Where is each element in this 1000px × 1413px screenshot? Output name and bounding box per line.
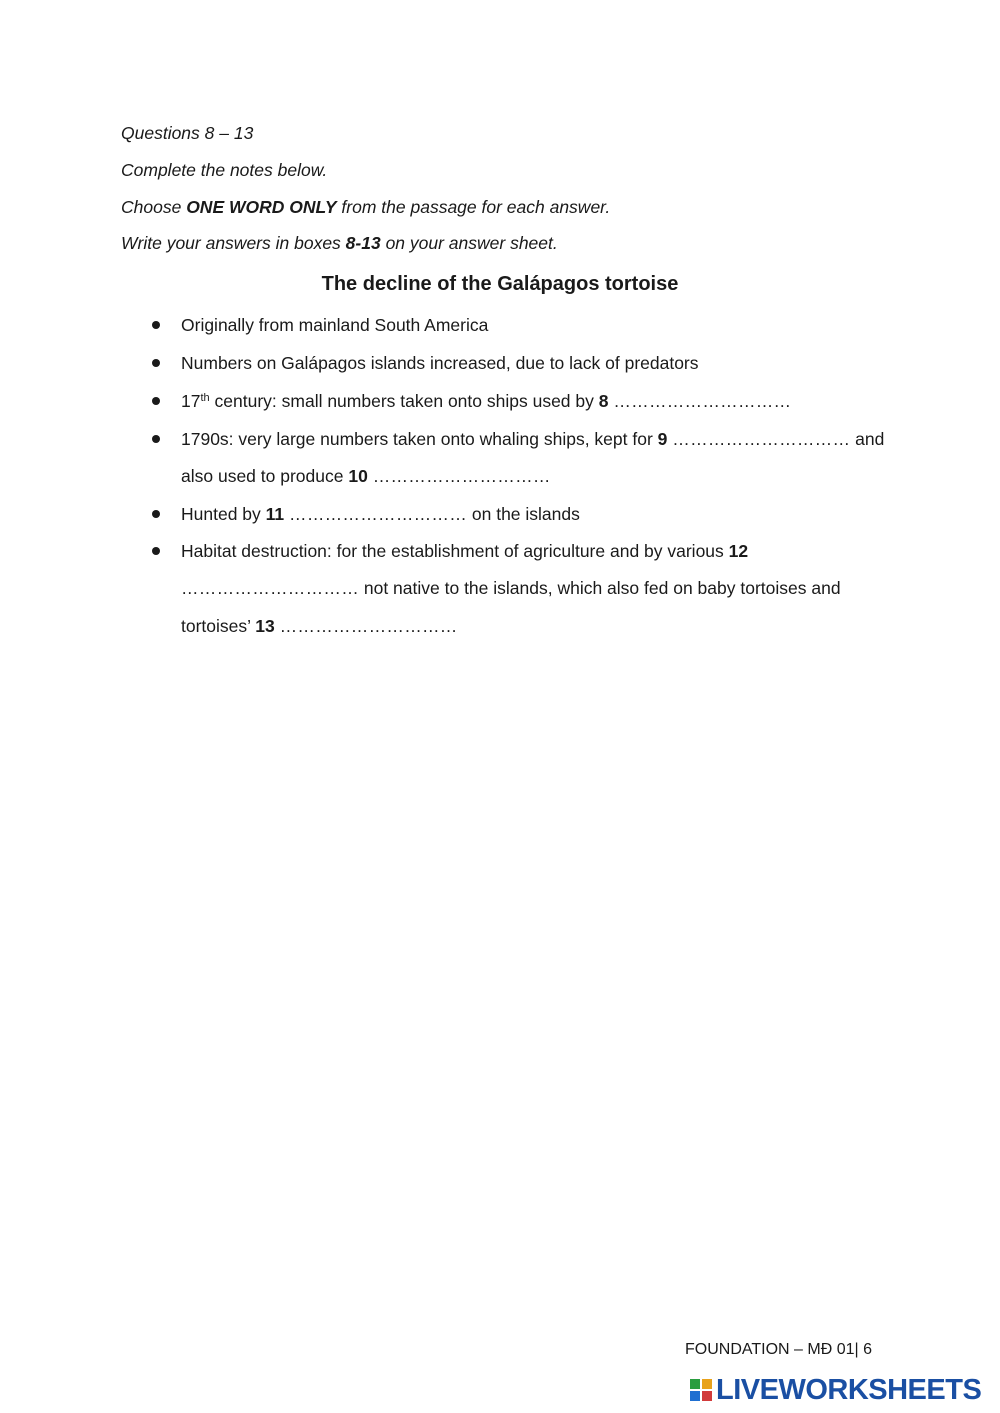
- note-3: 17th century: small numbers taken onto ships used by 8 …………………………: [181, 391, 792, 411]
- note-2: Numbers on Galápagos islands increased, due to lack of predators: [181, 353, 699, 373]
- logo-squares-icon: [690, 1379, 712, 1401]
- answer-blank-9[interactable]: …………………………: [672, 429, 851, 449]
- answer-blank-12[interactable]: …………………………: [181, 578, 359, 598]
- notes-title: The decline of the Galápagos tortoise: [321, 273, 679, 295]
- logo-text: LIVEWORKSHEETS: [716, 1374, 982, 1406]
- instruction-write: Write your answers in boxes 8-13 on your answer sheet.: [121, 233, 558, 253]
- note-6-continued-2: tortoises’ 13 …………………………: [181, 616, 458, 636]
- question-12-number: 12: [728, 541, 749, 561]
- note-4: 1790s: very large numbers taken onto whaling ships, kept for 9 ………………………… and: [181, 429, 885, 449]
- questions-heading: Questions 8 – 13: [121, 123, 254, 143]
- question-9-number: 9: [657, 429, 668, 449]
- bullet-icon: [152, 359, 160, 367]
- bullet-icon: [152, 435, 160, 443]
- logo-square: [690, 1391, 700, 1401]
- liveworksheets-logo: [690, 1375, 981, 1405]
- bullet-icon: [152, 321, 160, 329]
- answer-blank-8[interactable]: …………………………: [613, 391, 792, 411]
- note-1: Originally from mainland South America: [181, 315, 489, 335]
- page-footer: FOUNDATION – MĐ 01| 6: [685, 1341, 872, 1358]
- bullet-icon: [152, 510, 160, 518]
- answer-blank-13[interactable]: …………………………: [279, 616, 458, 636]
- instruction-choose: Choose ONE WORD ONLY from the passage for each answer.: [121, 197, 611, 217]
- note-6: Habitat destruction: for the establishment of agriculture and by various 12: [181, 541, 749, 561]
- logo-square: [690, 1379, 700, 1389]
- bullet-icon: [152, 397, 160, 405]
- question-10-number: 10: [348, 466, 368, 486]
- logo-square: [702, 1379, 712, 1389]
- question-13-number: 13: [255, 616, 275, 636]
- note-4-continued: also used to produce 10 …………………………: [181, 466, 551, 486]
- answer-blank-11[interactable]: …………………………: [289, 504, 468, 524]
- answer-blank-10[interactable]: …………………………: [372, 466, 551, 486]
- bullet-icon: [152, 547, 160, 555]
- instruction-complete: Complete the notes below.: [121, 160, 328, 180]
- logo-square: [702, 1391, 712, 1401]
- question-8-number: 8: [598, 391, 609, 411]
- question-11-number: 11: [265, 504, 285, 524]
- note-5: Hunted by 11 ………………………… on the islands: [181, 504, 580, 524]
- note-6-continued: ………………………… not native to the islands, which also fed on baby tortoises and: [181, 578, 841, 598]
